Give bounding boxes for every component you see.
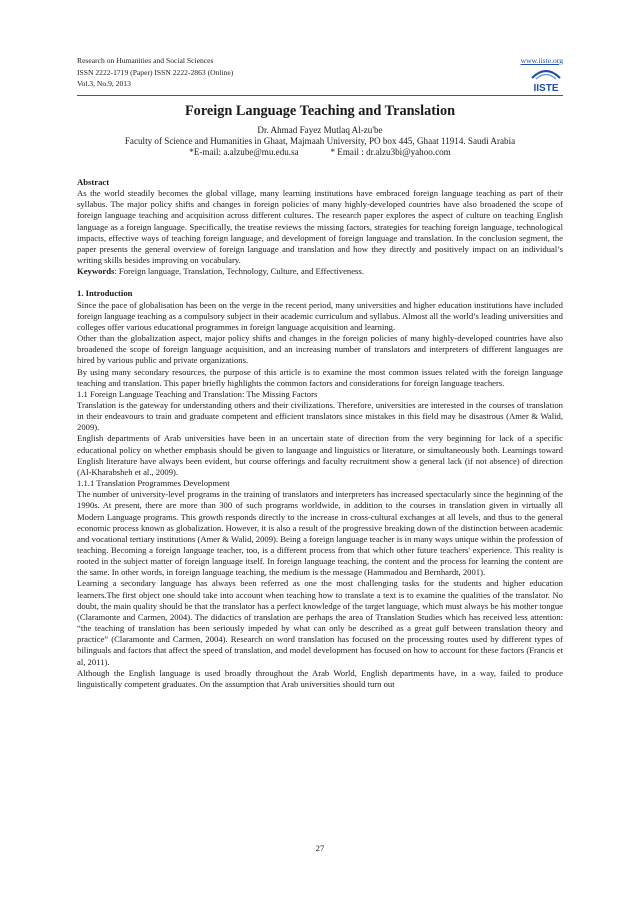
intro-paragraph: Other than the globalization aspect, major policy shifts and changes in the foreign policies of many highly-developed countries have also broadened the scope of foreign language acquisition, and an increasing number of translators and interpreters of different languages are hired by various public and private organizations. [77, 333, 563, 366]
abstract-heading: Abstract [77, 177, 110, 187]
intro-paragraph: By using many secondary resources, the purpose of this article is to examine the most common issues related with the foreign language teaching and translation. This paper briefly highlights the common factors and considerations for foreign language teachers. [77, 366, 563, 388]
section-1-1-1-heading: 1.1.1 Translation Programmes Development [77, 478, 230, 489]
logo-text: IISTE [533, 83, 559, 94]
paper-body [77, 177, 563, 690]
journal-issn: ISSN 2222-1719 (Paper) ISSN 2222-2863 (Online) [77, 67, 234, 77]
document-page [77, 0, 563, 903]
journal-header [77, 55, 563, 90]
section-gap [77, 277, 563, 288]
section-1-1-heading: 1.1 Foreign Language Teaching and Translation: The Missing Factors [77, 388, 318, 399]
keywords-list: : Foreign language, Translation, Technology, Culture, and Effectiveness. [114, 266, 364, 277]
intro-paragraph: Since the pace of globalisation has been on the verge in the recent period, many universities and higher education institutions have included foreign language teaching as a compulsory subject in their academic curriculum and syllabus. Almost all the world’s leading universities and colleges offer various educational programmes in foreign language acquisition and learning. [77, 299, 563, 332]
paper-title: Foreign Language Teaching and Translation [184, 103, 456, 119]
journal-url-link[interactable]: www.iiste.org [520, 56, 563, 65]
section-1-1-paragraph: English departments of Arab universities have been in an uncertain state of direction from the very beginning for lack of a specific educational policy on whether emphasis should be given to language and linguistics or literature, or simultaneously both. Learnings toward English literature have always been evident, but course offerings and faculty recruitment show a general lack (if not absence) of direction (Al-Kharabsheh et al., 2009). [77, 433, 563, 477]
section-1-1-1-paragraph: Although the English language is used broadly throughout the Arab World, English departments have, in a way, failed to produce linguistically competent graduates. On the assumption that Arab universities should turn out [77, 667, 563, 689]
section-1-1-1-paragraph: Learning a secondary language has always been referred as one the most challenging tasks for the students and higher education learners.The first object one should take into account when teaching how to translate a text is to examine the qualities of the translator. No doubt, the main quality should be that the translator has a perfect knowledge of the target language, which must always be his mother tongue (Claramonte and Carmen, 2004). The didactics of translation are perhaps the area of Translation Studies which has received less attention: “the teaching of translation has been seriously impeded by what can only be described as a great gulf between translation theory and practice” (Claramonte and Carmen, 2004). Research on word translation has focused on the processing routes used by different types of bilinguals and factors that affect the speed of translation, and model development has focused on how to account for these factors (Francis et al, 2011). [77, 578, 563, 667]
page-number: 27 [315, 843, 325, 853]
intro-heading: 1. Introduction [77, 288, 133, 299]
author-affiliation: Faculty of Science and Humanities in Ghaat, Majmaah University, PO box 445, Ghaat 11914. Saudi Arabia [124, 136, 516, 147]
author-name: Dr. Ahmad Fayez Mutlaq Al-zu'be [257, 125, 383, 135]
keywords-label: Keywords [77, 266, 115, 277]
section-1-1-1-paragraph: The number of university-level programs in the training of translators and interpreters has increased spectacularly since the beginning of the 1990s. At present, there are more than 300 of such programs worldwide, in addition to the courses in translation given in virtually all Modern Language programs. This growth responds directly to the increase in cross-cultural exchanges at all levels, and thus to the general economic process known as globalization. However, it is also a result of the progressive breaking down of the distinction between academic and vocational tertiary institutions (Amer & Walid, 2009). Being a foreign language teacher is in many ways unique within the profession of teaching. Becoming a foreign language teacher, too, is a different process from that which other future teachers' experience. This reality is rooted in the subject matter of foreign language itself. In foreign language teaching, the content and the process for learning the content are the same. In other words, in foreign language teaching, the medium is the message (Hammadou and Bernhardt, 2001). [77, 489, 563, 578]
iiste-logo-graphic [529, 66, 563, 94]
iiste-logo-icon [529, 66, 563, 94]
keywords-line [77, 266, 563, 277]
journal-name: Research on Humanities and Social Sciences [77, 56, 214, 65]
header-divider [77, 95, 563, 96]
journal-volume: Vol.3, No.9, 2013 [77, 79, 131, 89]
author-emails: *E-mail: a.alzube@mu.edu.sa * Email : dr.alzu3bi@yahoo.com [189, 147, 451, 158]
abstract-text: As the world steadily becomes the global village, many learning institutions have embraced foreign language teaching as part of their syllabus. The major policy shifts and changes in foreign policies of many highly-developed countries have also broadened the scope of foreign language teaching and acquisition across different cultures. The research paper explores the aspect of culture on teaching English language as a foreign language. Specifically, the treatise reviews the missing factors, strategies for teaching foreign language, technological impacts, effective ways of teaching foreign language, and development of foreign language and translation. In the conclusion segment, the paper presents the general overview of foreign language and translation and how they directly and positively impact on an individual’s writing skills besides improving on vocabulary. [77, 188, 563, 266]
author-block [77, 125, 563, 159]
section-1-1-paragraph: Translation is the gateway for understanding others and their civilizations. Therefore, universities are interested in the courses of translation in their endeavours to train and graduate competent and efficient translators since mistakes in this field may be disastrous (Amer & Walid, 2009). [77, 399, 563, 433]
